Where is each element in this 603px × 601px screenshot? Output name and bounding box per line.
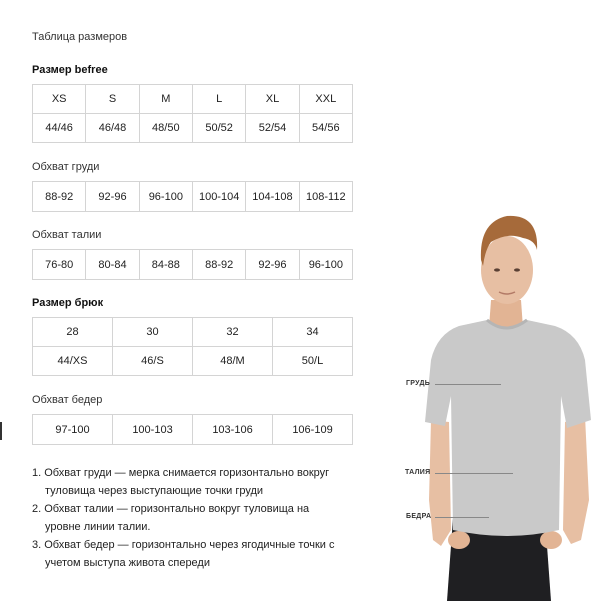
- table-row: [33, 182, 353, 212]
- hips-table: [32, 414, 353, 445]
- list-item: 1. Обхват груди — мерка снимается горизонтально вокруг туловища через выступающие точки груди: [32, 467, 330, 497]
- table-cell: 104-108: [246, 182, 299, 212]
- table-cell: 92-96: [246, 250, 299, 280]
- table-cell: 48/M: [193, 347, 273, 376]
- table-cell: L: [192, 85, 245, 114]
- table-row: [33, 85, 353, 114]
- table-cell: 88-92: [33, 182, 86, 212]
- table-cell: 46/S: [113, 347, 193, 376]
- table-cell: 88-92: [192, 250, 245, 280]
- right-eye: [514, 268, 520, 271]
- table-cell: 80-84: [86, 250, 139, 280]
- hips-label: БЕДРА: [406, 513, 432, 520]
- table-cell: 52/54: [246, 114, 299, 143]
- table-cell: 100-103: [113, 415, 193, 445]
- table-cell: 76-80: [33, 250, 86, 280]
- measurement-notes: [32, 464, 342, 572]
- table-cell: S: [86, 85, 139, 114]
- table-row: [33, 347, 353, 376]
- right-arm: [563, 416, 589, 544]
- hips-guide-line: [435, 517, 489, 518]
- table-cell: 32: [193, 318, 273, 347]
- waist-title: Обхват талии: [32, 229, 102, 241]
- pants-section-title: Размер брюк: [32, 297, 104, 309]
- list-item: 3. Обхват бедер — горизонтально через ягодичные точки с учетом выступа живота спереди: [32, 539, 335, 569]
- table-cell: 96-100: [299, 250, 352, 280]
- waist-table: [32, 249, 353, 280]
- table-cell: 30: [113, 318, 193, 347]
- left-arm: [429, 420, 451, 546]
- table-cell: 97-100: [33, 415, 113, 445]
- table-row: [33, 415, 353, 445]
- table-cell: 50/L: [273, 347, 353, 376]
- model-illustration: [395, 200, 603, 601]
- table-cell: XS: [33, 85, 86, 114]
- table-cell: XL: [246, 85, 299, 114]
- table-cell: 34: [273, 318, 353, 347]
- table-cell: 103-106: [193, 415, 273, 445]
- page-title: Таблица размеров: [32, 31, 128, 43]
- right-hand: [540, 531, 562, 549]
- table-cell: M: [139, 85, 192, 114]
- table-cell: 50/52: [192, 114, 245, 143]
- table-cell: 44/XS: [33, 347, 113, 376]
- waist-guide-line: [435, 473, 513, 474]
- list-item: 2. Обхват талии — горизонтально вокруг туловища на уровне линии талии.: [32, 503, 310, 533]
- table-cell: 108-112: [299, 182, 352, 212]
- table-cell: 96-100: [139, 182, 192, 212]
- hips-title: Обхват бедер: [32, 394, 103, 406]
- table-cell: 106-109: [273, 415, 353, 445]
- table-cell: 100-104: [192, 182, 245, 212]
- chest-title: Обхват груди: [32, 161, 100, 173]
- sizes-section-title: Размер befree: [32, 64, 108, 76]
- waist-label: ТАЛИЯ: [405, 469, 431, 476]
- table-cell: 92-96: [86, 182, 139, 212]
- pants-table: [32, 317, 353, 376]
- left-eye: [494, 268, 500, 271]
- sizes-table: [32, 84, 353, 143]
- table-cell: 44/46: [33, 114, 86, 143]
- table-cell: 84-88: [139, 250, 192, 280]
- table-cell: 46/48: [86, 114, 139, 143]
- chest-guide-line: [435, 384, 501, 385]
- table-cell: XXL: [299, 85, 352, 114]
- table-cell: 54/56: [299, 114, 352, 143]
- chest-table: [32, 181, 353, 212]
- model-figure: [395, 200, 603, 601]
- table-row: [33, 318, 353, 347]
- left-edge-marker: [0, 422, 2, 440]
- table-row: [33, 250, 353, 280]
- table-cell: 48/50: [139, 114, 192, 143]
- chest-label: ГРУДЬ: [406, 380, 431, 387]
- table-row: [33, 114, 353, 143]
- left-hand: [448, 531, 470, 549]
- table-cell: 28: [33, 318, 113, 347]
